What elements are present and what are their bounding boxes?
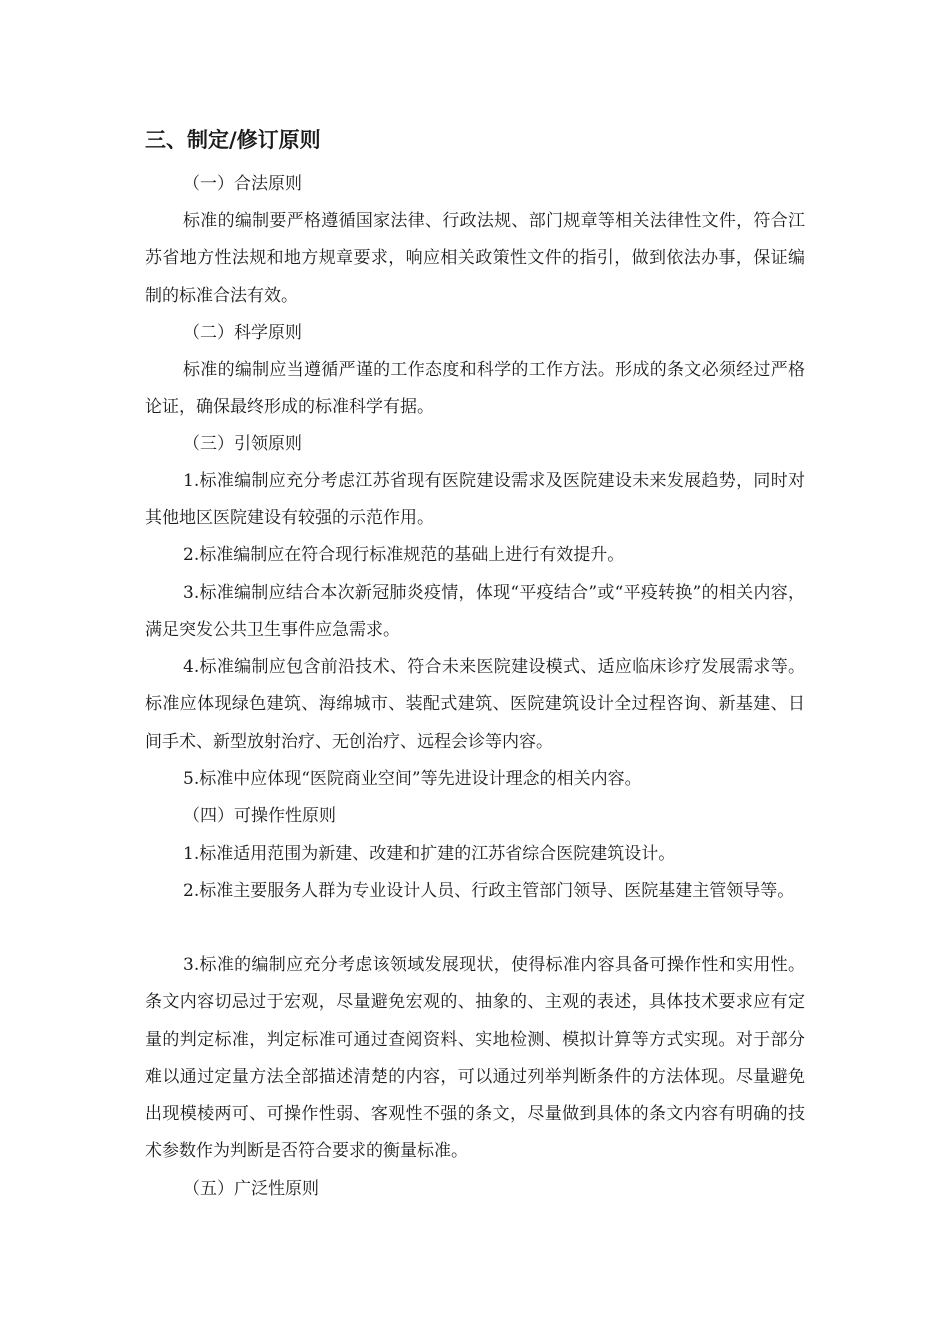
subheading-breadth: （五）广泛性原则 — [183, 1179, 319, 1199]
subheading-legality: （一）合法原则 — [183, 174, 302, 194]
paragraph-leading-4: 4.标准编制应包含前沿技术、符合未来医院建设模式、适应临床诊疗发展需求等。标准应体现绿色建筑、海绵城市、装配式建筑、医院建筑设计全过程咨询、新基建、日间手术、新型放射治疗、无创治疗、远程会诊等内容。 — [145, 657, 805, 752]
paragraph-leading-3: 3.标准编制应结合本次新冠肺炎疫情，体现“平疫结合”或“平疫转换”的相关内容，满足突发公共卫生事件应急需求。 — [145, 583, 805, 641]
paragraph-leading-1: 1.标准编制应充分考虑江苏省现有医院建设需求及医院建设未来发展趋势，同时对其他地区医院建设有较强的示范作用。 — [145, 471, 805, 529]
subheading-operability: （四）可操作性原则 — [183, 806, 336, 826]
paragraph-science: 标准的编制应当遵循严谨的工作态度和科学的工作方法。形成的条文必须经过严格论证，确保最终形成的标准科学有据。 — [145, 360, 805, 418]
paragraph-operability-1: 1.标准适用范围为新建、改建和扩建的江苏省综合医院建筑设计。 — [183, 844, 676, 864]
paragraph-operability-2: 2.标准主要服务人群为专业设计人员、行政主管部门领导、医院基建主管领导等。 — [183, 881, 795, 901]
paragraph-leading-2: 2.标准编制应在符合现行标准规范的基础上进行有效提升。 — [183, 545, 625, 565]
section-title: 三、制定/修订原则 — [145, 128, 321, 152]
paragraph-leading-5: 5.标准中应体现“医院商业空间”等先进设计理念的相关内容。 — [183, 769, 642, 789]
paragraph-legality: 标准的编制要严格遵循国家法律、行政法规、部门规章等相关法律性文件，符合江苏省地方性法规和地方规章要求，响应相关政策性文件的指引，做到依法办事，保证编制的标准合法有效。 — [145, 211, 805, 306]
subheading-science: （二）科学原则 — [183, 323, 302, 343]
paragraph-operability-3: 3.标准的编制应充分考虑该领域发展现状，使得标准内容具备可操作性和实用性。条文内容切忌过于宏观，尽量避免宏观的、抽象的、主观的表述，具体技术要求应有定量的判定标准，判定标准可通过查阅资料、实地检测、模拟计算等方式实现。对于部分难以通过定量方法全部描述清楚的内容，可以通过列举判断条件的方法体现。尽量避免出现模棱两可、可操作性弱、客观性不强的条文，尽量做到具体的条文内容有明确的技术参数作为判断是否符合要求的衡量标准。 — [145, 955, 805, 1162]
subheading-leading: （三）引领原则 — [183, 434, 302, 454]
